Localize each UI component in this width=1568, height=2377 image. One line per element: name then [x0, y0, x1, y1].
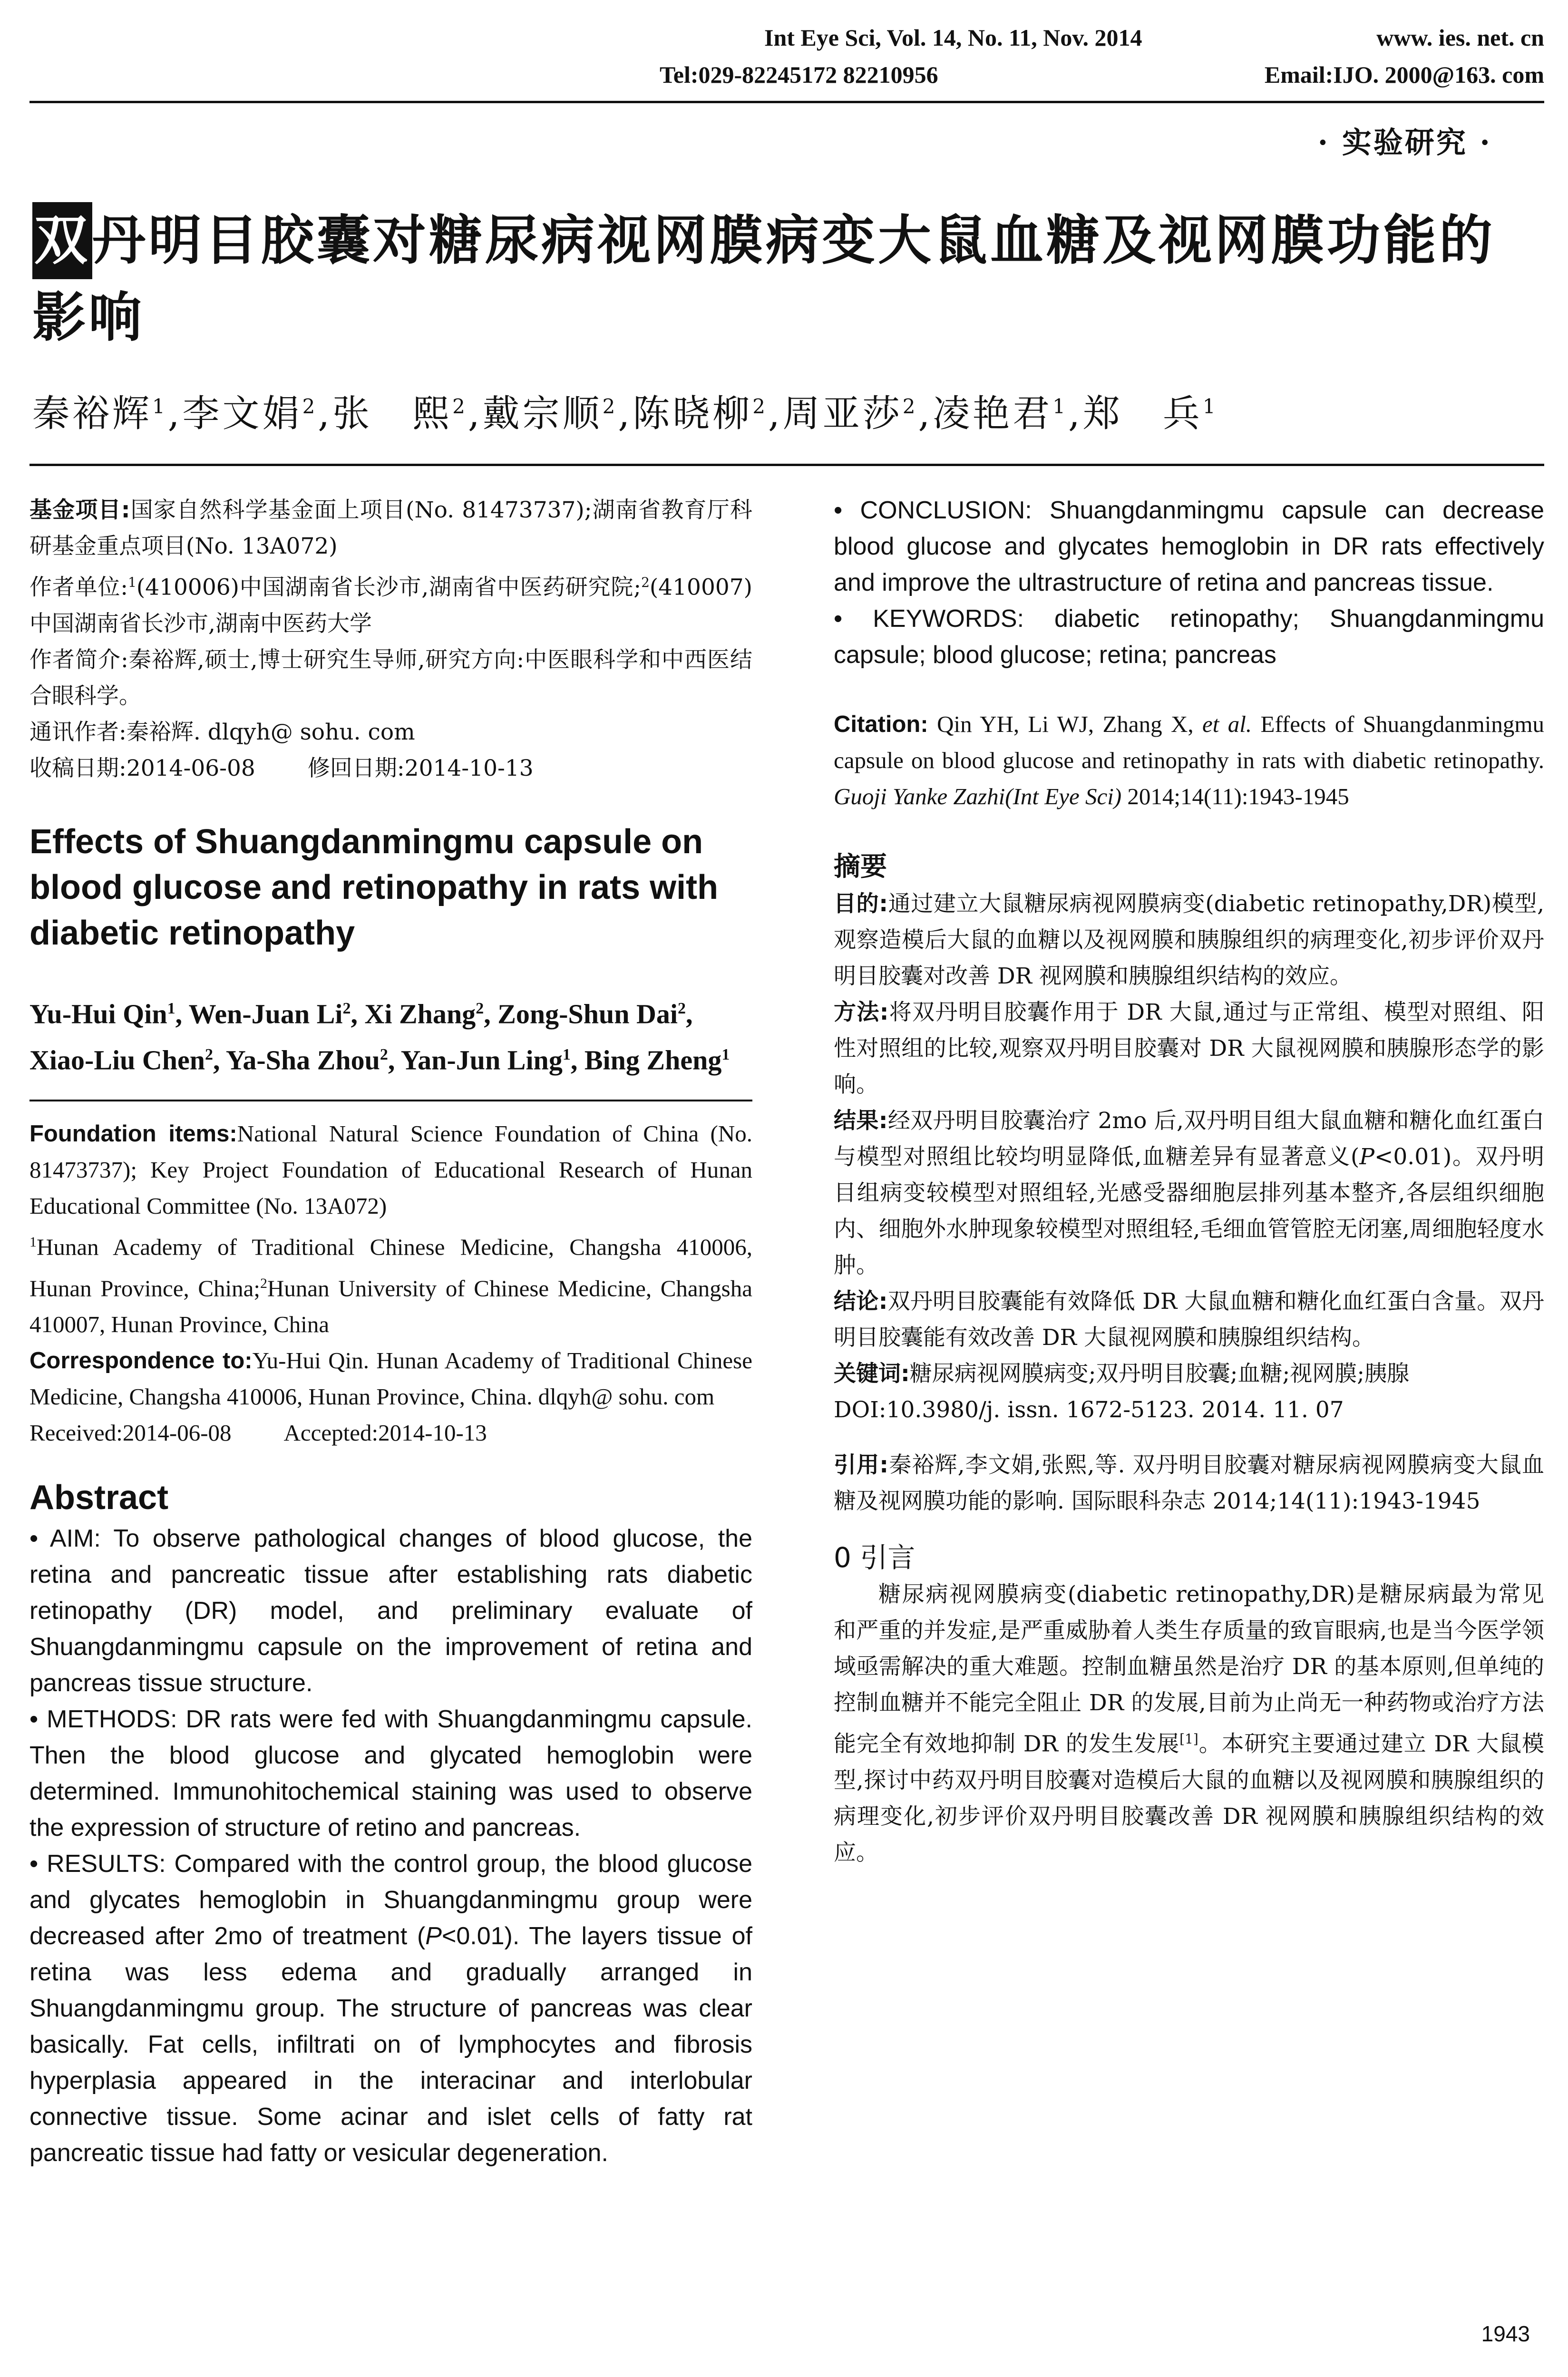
doi: DOI:10.3980/j. issn. 1672-5123. 2014. 11. 07 [834, 1397, 1344, 1423]
objective-text: 通过建立大鼠糖尿病视网膜病变(diabetic retinopathy,DR)模型,观察造模后大鼠的血糖以及视网膜和胰腺组织的病理变化,初步评价双丹明目胶囊对改善 DR 视网膜和胰腺组织结构的效应。 [834, 891, 1545, 989]
aff-text: Hunan Academy of Traditional Chinese Medicine, Changsha 410006, Hunan Province, China; [29, 1234, 752, 1301]
author-rule [29, 1100, 752, 1101]
unit-label: 作者单位: [29, 574, 128, 601]
left-column [29, 492, 752, 2171]
title-rule [29, 464, 1544, 466]
correspondence-label: Correspondence to: [29, 1347, 253, 1374]
correspondence-text: Yu-Hui Qin. Hunan Academy of Traditional Chinese Medicine, Changsha 410006, Hunan Province, China. dlqyh@ sohu. com [29, 1347, 752, 1410]
intro-ref: [1] [1179, 1731, 1198, 1747]
unit-text: (410006)中国湖南省长沙市,湖南省中医药研究院; [136, 574, 642, 601]
revised-date: 2014-10-13 [404, 755, 534, 781]
chinese-citation [834, 1447, 1544, 1520]
unit-sup: 2 [641, 575, 650, 590]
method-label: 方法: [834, 999, 889, 1025]
result-label: 结果: [834, 1108, 888, 1134]
citation-text: Effects of Shuangdanmingmu capsule on blood glucose and retinopathy in rats with diabetic retinopathy. [834, 711, 1545, 773]
en-author: Yu-Hui Qin [29, 998, 167, 1029]
citation-block [834, 706, 1544, 815]
en-author: Bing Zheng [584, 1044, 722, 1076]
abstract-keywords-cn [834, 1356, 1544, 1392]
cite-text: 秦裕辉,李文娟,张熙,等. 双丹明目胶囊对糖尿病视网膜病变大鼠血糖及视网膜功能的影响. 国际眼科杂志 2014;14(11):1943-1945 [834, 1452, 1545, 1514]
english-dates [29, 1415, 752, 1451]
journal-email: Email:IJO. 2000@163. com [1264, 61, 1544, 88]
citation-journal: Guoji Yanke Zazhi(Int Eye Sci) [834, 783, 1122, 809]
chinese-abstract-heading: 摘要 [834, 851, 887, 882]
en-author-aff: 1 [167, 999, 175, 1017]
en-author-aff: 2 [476, 999, 484, 1017]
cn-author: 周亚莎 [782, 392, 903, 435]
en-author: Yan-Jun Ling [400, 1044, 563, 1076]
cn-author-aff: 2 [902, 395, 918, 418]
unit-sup: 1 [128, 575, 136, 590]
journal-tel: Tel:029-82245172 82210956 [660, 61, 938, 88]
citation-text: Qin YH, Li WJ, Zhang X, [937, 711, 1194, 737]
fund-text: 国家自然科学基金面上项目(No. 81473737);湖南省教育厅科研基金重点项目(No. 13A072) [29, 497, 752, 559]
keywords-label: 关键词: [834, 1361, 910, 1387]
header-rule [29, 101, 1544, 103]
introduction-body [834, 1577, 1544, 1871]
cn-author-aff: 2 [452, 395, 468, 418]
cn-author: 陈晓柳 [633, 392, 753, 435]
en-author: Xi Zhang [364, 998, 476, 1029]
en-author-aff: 2 [342, 999, 351, 1017]
fund-label: 基金项目: [29, 497, 130, 523]
author-unit [29, 565, 752, 642]
foundation-label: Foundation items: [29, 1121, 237, 1147]
results-text: • RESULTS: Compared with the control group, the blood glucose and glycates hemoglobin in Shuangdanmingmu group were decreased after 2mo of treatment ( [29, 1850, 752, 1950]
cn-author-aff: 1 [1202, 395, 1218, 418]
right-column [834, 492, 1544, 1871]
article-title [32, 202, 1549, 356]
cn-author-aff: 2 [602, 395, 618, 418]
conclusion-label: 结论: [834, 1288, 888, 1315]
results-p: P [425, 1922, 442, 1950]
citation-etal: et al. [1202, 711, 1252, 737]
en-author-aff: 2 [205, 1045, 214, 1063]
abstract-conclusion: • CONCLUSION: Shuangdanmingmu capsule can decrease blood glucose and glycates hemoglobin in DR rats effectively and improve the ultrastructure of retina and pancreas tissue. [834, 497, 1544, 596]
cite-label: 引用: [834, 1452, 889, 1478]
cn-author: 郑 兵 [1082, 392, 1203, 435]
journal-header [0, 19, 1544, 93]
cn-author-aff: 1 [1052, 395, 1069, 418]
bio-text: 秦裕辉,硕士,博士研究生导师,研究方向:中医眼科学和中西医结合眼科学。 [29, 646, 752, 709]
english-meta-block [29, 1116, 752, 1451]
en-author-aff: 1 [721, 1045, 730, 1063]
cn-author: 李文娟 [182, 392, 302, 435]
en-author: Ya-Sha Zhou [225, 1044, 380, 1076]
introduction-heading: 0 引言 [834, 1541, 915, 1574]
title-first-char: 双 [32, 202, 92, 279]
en-author-aff: 1 [562, 1045, 571, 1063]
foundation-items [29, 1116, 752, 1224]
aff-text: Hunan University of Chinese Medicine, Changsha 410007, Hunan Province, China [29, 1275, 752, 1337]
section-tag: · 实验研究 · [1317, 125, 1492, 160]
abstract-aim: • AIM: To observe pathological changes of blood glucose, the retina and pancreatic tissue after establishing rats diabetic retinopathy (DR) model, and preliminary evaluate of Shuangdanmingmu capsule on the improvement of retina and pancreas tissue structure. [29, 1524, 752, 1697]
page-number: 1943 [1481, 2321, 1530, 2346]
journal-citation-line: Int Eye Sci, Vol. 14, No. 11, Nov. 2014 [764, 24, 1142, 51]
unit-text: (410007)中国湖南省长沙市,湖南中医药大学 [29, 574, 752, 637]
citation-text: 2014;14(11):1943-1945 [1127, 783, 1349, 809]
chinese-abstract [834, 886, 1544, 1428]
spacer [834, 1428, 1544, 1447]
foundation-text: National Natural Science Foundation of China (No. 81473737); Key Project Foundation of Educational Research of Hunan Educational Committee (No. 13A072) [29, 1120, 752, 1219]
en-author-aff: 2 [678, 999, 686, 1017]
keywords-text: 糖尿病视网膜病变;双丹明目胶囊;血糖;视网膜;胰腺 [909, 1361, 1410, 1387]
english-title: Effects of Shuangdanmingmu capsule on blood glucose and retinopathy in rats with diabetic retinopathy [29, 822, 719, 952]
spacer [834, 1520, 1544, 1539]
dates-line [29, 750, 752, 787]
en-author: Wen-Juan Li [188, 998, 343, 1029]
correspondence [29, 1343, 752, 1415]
abstract-methods: • METHODS: DR rats were fed with Shuangdanmingmu capsule. Then the blood glucose and glycated hemoglobin were determined. Immunohitochemical staining was used to observe the expression of structure of retino and pancreas. [29, 1705, 752, 1841]
received-label: 收稿日期: [29, 755, 127, 781]
result-text: <0.01)。双丹明目组病变较模型对照组轻,光感受器细胞层排列基本整齐,各层组织细胞内、细胞外水肿现象较模型对照组轻,毛细血管管腔无闭塞,周细胞轻度水肿。 [834, 1144, 1544, 1278]
fund-info [29, 492, 752, 565]
en-author: Zong-Shun Dai [497, 998, 678, 1029]
spacer [834, 673, 1544, 706]
chinese-author-list: 秦裕辉$^1$,李文娟$^2$,张 熙$^2$,戴宗顺$^2$,陈晓柳$^2$,周亚莎$^2$,凌艳君$^1$,郑 兵$^1$ [32, 392, 1218, 435]
abstract-objective [834, 886, 1544, 994]
received-date: 2014-06-08 [126, 755, 255, 781]
affiliations [29, 1224, 752, 1343]
aff-sup: 1 [29, 1234, 37, 1250]
conclusion-text: 双丹明目胶囊能有效降低 DR 大鼠血糖和糖化血红蛋白含量。双丹明目胶囊能有效改善 DR 大鼠视网膜和胰腺组织结构。 [834, 1288, 1545, 1351]
corresponding-author [29, 714, 752, 750]
revised-label: 修回日期: [307, 755, 405, 781]
citation-label: Citation: [834, 711, 928, 737]
cn-author-aff: 2 [752, 395, 768, 418]
author-bio [29, 642, 752, 714]
contact-label: 通讯作者: [29, 719, 127, 745]
intro-text: 糖尿病视网膜病变(diabetic retinopathy,DR)是糖尿病最为常见和严重的并发症,是严重威胁着人类生存质量的致盲眼病,也是当今医学领域亟需解决的重大难题。控制血糖虽然是治疗 DR 的基本原则,但单纯的控制血糖并不能完全阻止 DR 的发展,目前为止尚无一种药物或治疗方法能完全有效地抑制 DR 的发生发展 [834, 1581, 1544, 1757]
title-rest: 丹明目胶囊对糖尿病视网膜病变大鼠血糖及视网膜功能的影响 [32, 210, 1495, 349]
chinese-meta-block [29, 492, 752, 787]
abstract-results [29, 1846, 752, 2171]
cn-author-aff: 1 [152, 395, 168, 418]
accepted-en-label: Accepted: [283, 1419, 379, 1446]
bio-label: 作者简介: [29, 646, 128, 673]
english-abstract [29, 1520, 752, 2171]
abstract-result-cn [834, 1103, 1544, 1284]
cn-author: 张 熙 [332, 392, 453, 435]
contact-text: 秦裕辉. dlqyh@ sohu. com [126, 719, 415, 745]
aff-sup: 2 [260, 1275, 268, 1291]
received-en-label: Received: [29, 1419, 123, 1446]
method-text: 将双丹明目胶囊作用于 DR 大鼠,通过与正常组、模型对照组、阳性对照组的比较,观察双丹明目胶囊对 DR 大鼠视网膜和胰腺形态学的影响。 [834, 999, 1545, 1098]
result-text: 经双丹明目胶囊治疗 2mo 后,双丹明目组大鼠血糖和糖化血红蛋白与模型对照组比较均明显降低,血糖差异有显著意义( [834, 1108, 1544, 1170]
abstract-conclusion-cn [834, 1284, 1544, 1356]
objective-label: 目的: [834, 891, 888, 917]
abstract-heading: Abstract [29, 1478, 169, 1517]
cn-author: 秦裕辉 [32, 392, 153, 435]
abstract-keywords: • KEYWORDS: diabetic retinopathy; Shuangdanmingmu capsule; blood glucose; retina; pancreas [834, 605, 1544, 669]
received-en-date: 2014-06-08 [122, 1419, 232, 1446]
spacer [834, 815, 1544, 848]
cn-author-aff: 2 [302, 395, 318, 418]
english-abstract-continued [834, 492, 1544, 673]
en-author: Xiao-Liu Chen [29, 1044, 205, 1076]
cn-author: 戴宗顺 [482, 392, 603, 435]
abstract-method-cn [834, 994, 1544, 1103]
intro-text: 。本研究主要通过建立 DR 大鼠模型,探讨中药双丹明目胶囊对造模后大鼠的血糖以及视网膜和胰腺组织的病理变化,初步评价双丹明目胶囊改善 DR 视网膜和胰腺组织结构的效应。 [834, 1731, 1545, 1866]
result-p: P [1359, 1144, 1374, 1170]
english-author-list: Yu-Hui Qin$^1$, Wen-Juan Li$^2$, Xi Zhang$^2$, Zong-Shun Dai$^2$, Xiao-Liu Chen$^2$, Ya-Sha Zhou$^2$, Yan-Jun Ling$^1$, Bing Zheng$^1$ [29, 998, 730, 1076]
accepted-en-date: 2014-10-13 [378, 1419, 487, 1446]
cn-author: 凌艳君 [933, 392, 1053, 435]
en-author-aff: 2 [380, 1045, 388, 1063]
results-text: <0.01). The layers tissue of retina was less edema and gradually arranged in Shuangdanmingmu group. The structure of pancreas was clear basically. Fat cells, infiltrati on of lymphocytes and fibrosis hyperplasia appeared in the interacinar and interlobular connective tissue. Some acinar and islet cells of fatty rat pancreatic tissue had fatty or vesicular degeneration. [29, 1922, 752, 2167]
journal-website: www. ies. net. cn [1376, 24, 1544, 51]
